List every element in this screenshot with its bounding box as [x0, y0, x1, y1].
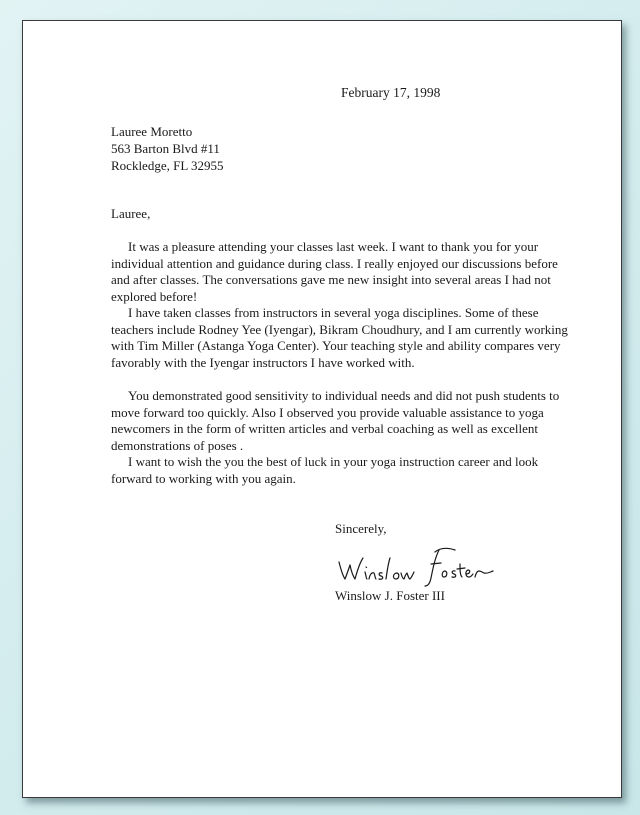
body-paragraph-1: It was a pleasure attending your classes last week. I want to thank you for your individual attention and guidance during class. I really enjoyed our discussions before and after classes. The conversations gave me new insight into several areas I had not explored before!	[111, 239, 558, 304]
recipient-name: Lauree Moretto	[111, 124, 193, 139]
closing: Sincerely,	[335, 521, 387, 536]
signature-text: Winslow Foster	[335, 544, 342, 545]
letter-date: February 17, 1998	[341, 85, 441, 100]
recipient-city: Rockledge, FL 32955	[111, 158, 224, 173]
recipient-address	[111, 123, 224, 174]
salutation: Lauree,	[111, 206, 151, 221]
body-paragraph-4: I want to wish the you the best of luck in your yoga instruction career and look forward to working with you again.	[111, 454, 539, 486]
letter-page	[22, 20, 622, 798]
recipient-street: 563 Barton Blvd #11	[111, 141, 220, 156]
signer-name: Winslow J. Foster III	[335, 588, 445, 603]
body-paragraph-2: I have taken classes from instructors in several yoga disciplines. Some of these teachers include Rodney Yee (Iyengar), Bikram Choudhury, and I am currently working with Tim Miller (Astanga Yoga Center). Your teaching style and ability compares very favorably with the Iyengar instructors I have worked with.	[111, 305, 568, 370]
handwritten-signature	[335, 544, 495, 588]
body-paragraph-3: You demonstrated good sensitivity to individual needs and did not push students to move forward too quickly. Also I observed you provide valuable assistance to yoga newcomers in the form of written articles and verbal coaching as well as excellent demonstrations of poses .	[111, 388, 560, 453]
